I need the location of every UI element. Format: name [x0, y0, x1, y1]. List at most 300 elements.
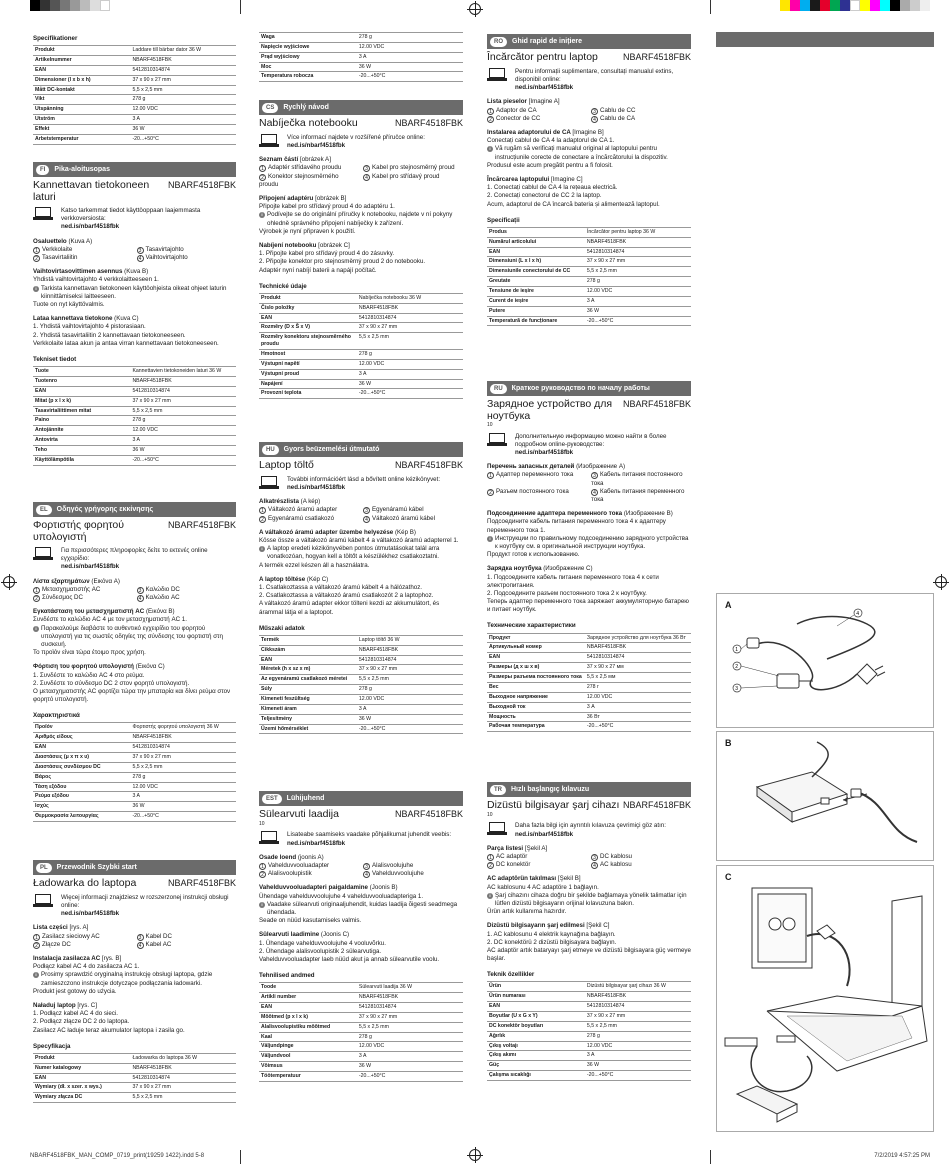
section-sv-spec: [33, 35, 236, 145]
spec-label: Βάρος: [33, 772, 130, 782]
callout-2: 2: [735, 664, 738, 670]
table-row: [33, 436, 236, 446]
spec-label: Paino: [33, 416, 130, 426]
spec-label: EAN: [487, 653, 585, 663]
status-text: Verkkolaite lataa akun ja antaa virran kannettavaan tietokoneeseen.: [33, 339, 219, 347]
step-2: 2. Připojte konektor pro stejnosměrný proud 2 do notebooku.: [259, 258, 426, 266]
part-name: Váltakozó áramú kábel: [372, 514, 435, 522]
spec-value: 278 g: [357, 350, 463, 360]
spec-label: Διαστάσεις συνδέσμου DC: [33, 762, 130, 772]
spec-value: 37 x 90 x 27 мм: [585, 663, 691, 673]
spec-label: Toode: [259, 983, 357, 993]
spec-value: 37 x 90 x 27 mm: [130, 1083, 236, 1093]
manual-link[interactable]: ned.is/nbarf4518fbk: [287, 839, 346, 847]
spec-value: 5,5 x 2,5 мм: [585, 673, 691, 683]
part-name: Egyenáramú csatlakozó: [268, 514, 335, 522]
online-manual-info: [259, 134, 463, 150]
install-heading: [33, 955, 236, 963]
table-row: [487, 247, 691, 257]
spec-value: NBARF4518FBK: [585, 992, 691, 1002]
figure-reference: (Kép B): [394, 528, 416, 536]
spec-label: Mått DC-kontakt: [33, 85, 130, 95]
table-row: [33, 115, 236, 125]
table-row: [33, 812, 236, 822]
figure-reference: [obrázek B]: [315, 195, 347, 202]
laptop-icon: [487, 822, 507, 836]
figure-reference: (Изображение B): [623, 510, 673, 518]
spec-value: 37 x 90 x 27 mm: [357, 665, 463, 675]
part-name: Vahelduvvoolujuhe: [372, 870, 424, 878]
figure-reference: [obrázek A]: [299, 156, 331, 164]
spec-value: NBARF4518FBK: [357, 303, 463, 313]
parts-heading-text: Λίστα εξαρτημάτων: [33, 577, 90, 585]
info-text-block: [287, 476, 463, 492]
spec-label: Çıkış akımı: [487, 1051, 585, 1061]
spec-value: 5412810314874: [585, 653, 691, 663]
spec-label: EAN: [33, 1073, 130, 1083]
section-header-bar: [33, 860, 236, 875]
table-row: [259, 1022, 463, 1032]
step-heading-text: Зарядка ноутбука: [487, 565, 542, 573]
part-name: Разъем постоянного тока: [496, 487, 569, 495]
spec-label: Artikelnummer: [33, 56, 130, 66]
page-number: 10: [487, 811, 493, 818]
install-heading: [487, 129, 691, 137]
part-name: Kabel AC: [145, 940, 172, 948]
spec-value: 3 A: [130, 115, 236, 125]
spec-value: 12.00 VDC: [585, 692, 691, 702]
item-number: 4: [591, 116, 598, 123]
spec-value: 36 W: [357, 1062, 463, 1072]
list-item: [363, 862, 463, 870]
item-number: 3: [363, 165, 370, 172]
spec-value: 37 x 90 x 27 mm: [585, 257, 691, 267]
spec-value: 37 x 90 x 27 mm: [130, 753, 236, 763]
section-pl: [33, 860, 236, 1103]
online-manual-info: [487, 68, 691, 93]
info-text-block: [515, 822, 691, 838]
section-header-bar: [259, 100, 463, 115]
figure-reference: (Kuva A): [68, 237, 93, 245]
figure-reference: [rys. A]: [69, 924, 89, 932]
step-2: 2. Conectați conectorul de CC 2 la laptop.: [487, 192, 602, 200]
table-row: [33, 406, 236, 416]
spec-label: Võimsus: [259, 1062, 357, 1072]
info-note: i Vă rugăm să verificați manualul original al laptopului pentru instrucțiunile corecte de conectare a încărcătorului la dispozitiv.: [487, 145, 691, 161]
spec-value: 37 x 90 x 27 mm: [130, 396, 236, 406]
spec-label: Rozměry (D x Š x V): [259, 323, 357, 333]
item-number: 2: [487, 116, 494, 123]
table-row: [33, 386, 236, 396]
item-number: 1: [259, 165, 266, 172]
spec-label: Waga: [259, 33, 357, 43]
list-item: [591, 853, 691, 861]
parts-list: [487, 107, 691, 123]
step-heading-text: Εγκατάσταση του μετασχηματιστή AC: [33, 608, 145, 616]
registration-mark: [935, 576, 947, 588]
spec-label: Ισχύς: [33, 802, 130, 812]
table-row: [487, 643, 691, 653]
parts-list: [487, 471, 691, 504]
info-note: i Vaadake sülearvuti originaaljuhendit, kuidas laadija õigesti seadmega ühendada.: [259, 901, 463, 917]
spec-value: Ładowarka do laptopa 36 W: [130, 1053, 236, 1063]
step-heading-text: A váltakozó áramú adapter üzembe helyezése: [259, 528, 394, 536]
spec-label: Ağırlık: [487, 1031, 585, 1041]
spec-label: Вес: [487, 682, 585, 692]
status-text: Acum, adaptorul de CA încarcă bateria și alimentează laptopul.: [487, 200, 660, 208]
part-name: Vaihtovirtajohto: [145, 254, 188, 262]
parts-heading: [33, 578, 236, 586]
figure-reference: (Joonis C): [320, 931, 350, 939]
spec-label: EAN: [487, 247, 585, 257]
spec-value: 3 A: [130, 792, 236, 802]
table-row: [487, 673, 691, 683]
model-number: NBARF4518FBK: [167, 180, 236, 190]
list-item: [591, 488, 691, 504]
status-text: Seade on nüüd kasutamiseks valmis.: [259, 917, 362, 925]
spec-label: Διαστάσεις (μ x π x υ): [33, 753, 130, 763]
list-item: [33, 594, 133, 602]
table-row: [33, 743, 236, 753]
info-text: Για περισσότερες πληροφορίες δείτε το εκτενές online εγχειρίδιο:: [61, 547, 208, 563]
callout-4: 4: [856, 611, 859, 617]
item-number: 1: [487, 108, 494, 115]
manual-link[interactable]: ned.is/nbarf4518fbk: [287, 142, 346, 150]
product-title: Nabíječka notebooku: [259, 117, 358, 129]
table-row: [487, 1071, 691, 1081]
figure-reference: [Imagine A]: [528, 98, 560, 106]
list-item: [33, 933, 133, 941]
table-row: [33, 75, 236, 85]
spec-label: Antojännite: [33, 426, 130, 436]
table-row: [487, 227, 691, 237]
spec-label: EAN: [259, 655, 357, 665]
info-note: i Prosimy sprawdzić oryginalną instrukcję obsługi laptopa, gdzie zamieszczono instrukcje dotyczące podłączania ładowarki.: [33, 971, 236, 987]
spec-label: Wymiary (dł. x szer. x wys.): [33, 1083, 130, 1093]
table-row: [33, 1073, 236, 1083]
list-item: [363, 173, 463, 189]
spec-value: 5,5 x 2,5 mm: [130, 762, 236, 772]
spec-label: Dimensioner (l x b x h): [33, 75, 130, 85]
spec-value: 278 г: [585, 682, 691, 692]
list-item: [487, 861, 587, 869]
table-row: [259, 52, 463, 62]
spec-value: 3 A: [585, 1051, 691, 1061]
online-manual-info: [33, 207, 236, 232]
laptop-icon: [33, 894, 53, 908]
step-2: 2. Yhdistä tasavirtaliitin 2 kannettavaan tietokoneeseen.: [33, 331, 186, 339]
manual-link[interactable]: ned.is/nbarf4518fbk: [515, 830, 574, 838]
product-title: Φορτιστής φορητού υπολογιστή: [33, 519, 125, 543]
table-row: [259, 1062, 463, 1072]
language-code-badge: TR: [490, 785, 506, 795]
section-el: [33, 502, 236, 822]
spec-value: 278 g: [130, 416, 236, 426]
figure-reference: (Kuva C): [114, 315, 139, 323]
spec-value: 5412810314874: [585, 1002, 691, 1012]
model-number: NBARF4518FBK: [167, 878, 236, 888]
step-1: 1. Připojte kabel pro střídavý proud 4 do zásuvky.: [259, 250, 395, 258]
step-heading-text: Vaihtovirtasovittimen asennus: [33, 268, 123, 276]
list-item: [363, 164, 463, 172]
crop-mark: [710, 1150, 711, 1164]
spec-label: Teljesítmény: [259, 714, 357, 724]
laptop-icon: [487, 433, 507, 447]
spec-heading: Teknik özellikler: [487, 971, 535, 979]
parts-heading: [259, 854, 463, 862]
spec-label: Dimensiunile conectorului de CC: [487, 267, 585, 277]
figure-reference: [Şekil A]: [524, 844, 548, 852]
spec-value: 5,5 x 2,5 mm: [357, 333, 463, 350]
section-header-title: Gyors beüzemelési útmutató: [283, 445, 380, 453]
figure-reference: (Kuva B): [124, 268, 149, 276]
manual-link[interactable]: ned.is/nbarf4518fbk: [287, 484, 346, 492]
manual-link[interactable]: ned.is/nbarf4518fbk: [61, 223, 120, 231]
table-row: [33, 56, 236, 66]
table-row: [487, 1021, 691, 1031]
item-number: 3: [591, 108, 598, 115]
table-row: [487, 1012, 691, 1022]
spec-table: [487, 227, 691, 327]
spec-label: Выходное напряжение: [487, 692, 585, 702]
item-number: 2: [487, 489, 494, 496]
parts-list: [33, 933, 236, 949]
spec-label: Αριθμός είδους: [33, 733, 130, 743]
laptop-icon: [259, 831, 279, 845]
part-name: Váltakozó áramú adapter: [268, 506, 338, 514]
instruction-text: Ühendage vahelduvvoolujuhe 4 vahelduvvooluadapteriga 1.: [259, 892, 424, 900]
item-number: 2: [259, 516, 266, 523]
spec-table: [33, 722, 236, 822]
table-row: [33, 792, 236, 802]
table-row: [259, 665, 463, 675]
info-text: Дополнительную информацию можно найти в более подробном online-руководстве:: [515, 432, 667, 448]
spec-label: Termék: [259, 635, 357, 645]
install-heading: [487, 875, 691, 883]
table-row: [259, 685, 463, 695]
install-heading: [33, 608, 236, 616]
item-number: 2: [259, 174, 266, 181]
info-text-block: [61, 547, 236, 572]
info-note: i Παρακαλούμε διαβάστε το αυθεντικό εγχειρίδιο του φορητού υπολογιστή για τις σωστές οδηγίες της σύνδεσης του φορτιστή στη συσκευή.: [33, 625, 236, 650]
spec-heading: Specyfikacja: [33, 1042, 71, 1050]
list-item: [33, 246, 133, 254]
table-row: [33, 1053, 236, 1063]
spec-value: Φορτιστής φορητού υπολογιστή 36 W: [130, 723, 236, 733]
table-row: [33, 753, 236, 763]
spec-value: 278 g: [585, 277, 691, 287]
spec-label: Tasavirtaliittimen mitat: [33, 406, 130, 416]
item-number: 2: [487, 862, 494, 869]
table-row: [33, 46, 236, 56]
table-row: [487, 722, 691, 732]
spec-label: Размеры разъема постоянного тока: [487, 673, 585, 683]
table-row: [487, 277, 691, 287]
page-number: 10: [259, 820, 265, 827]
figure-reference: (Εικόνα B): [145, 608, 175, 616]
section-header-title: Rychlý návod: [283, 103, 329, 111]
spec-label: Рабочая температура: [487, 722, 585, 732]
title-row: [487, 800, 691, 812]
spec-value: 3 A: [585, 296, 691, 306]
product-title: Зарядное устройство для ноутбука: [487, 398, 613, 422]
list-item: [259, 173, 359, 189]
spec-value: 3 A: [357, 704, 463, 714]
charge-heading: [487, 565, 691, 573]
spec-value: 37 x 90 x 27 mm: [130, 75, 236, 85]
title-row: [487, 52, 691, 64]
manual-link[interactable]: ned.is/nbarf4518fbk: [61, 910, 120, 918]
section-ru: [487, 381, 691, 732]
spec-label: Méretek (h x sz x m): [259, 665, 357, 675]
spec-label: Numărul articolului: [487, 237, 585, 247]
step-heading-text: Vahelduvvooluadapteri paigaldamine: [259, 884, 368, 892]
table-row: [259, 313, 463, 323]
table-row: [33, 802, 236, 812]
spec-value: 5412810314874: [357, 1003, 463, 1013]
table-row: [259, 303, 463, 313]
table-row: [259, 72, 463, 82]
charge-heading: [33, 663, 236, 671]
table-row: [259, 724, 463, 734]
spec-value: 278 g: [357, 1032, 463, 1042]
table-row: [33, 455, 236, 465]
model-number: NBARF4518FBK: [622, 399, 691, 409]
spec-label: Güç: [487, 1061, 585, 1071]
table-row: [487, 1041, 691, 1051]
spec-table: [33, 1053, 236, 1103]
spec-value: Nabíječka notebooku 36 W: [357, 293, 463, 303]
table-row: [33, 416, 236, 426]
spec-label: Napájení: [259, 379, 357, 389]
info-text-block: [287, 134, 463, 150]
part-name: Μετασχηματιστής AC: [42, 585, 101, 593]
install-heading: [33, 268, 236, 276]
part-name: Kabel pro stejnosměrný proud: [372, 164, 455, 172]
spec-label: EAN: [259, 1003, 357, 1013]
charge-heading: [33, 1002, 236, 1010]
spec-value: 36 W: [357, 714, 463, 724]
section-tr: [487, 782, 691, 1081]
manual-link[interactable]: ned.is/nbarf4518fbk: [515, 84, 574, 92]
info-text: Więcej informacji znajdziesz w rozszerzonej instrukcji obsługi online:: [61, 893, 229, 910]
spec-value: NBARF4518FBK: [130, 733, 236, 743]
parts-list: [33, 586, 236, 602]
status-text: Zasilacz AC ładuje teraz akumulator laptopa i zasila go.: [33, 1026, 185, 1034]
section-header-title: Hızlı başlangıç kılavuzu: [511, 785, 590, 793]
spec-value: 37 x 90 x 27 mm: [585, 1012, 691, 1022]
table-row: [259, 655, 463, 665]
list-item: [33, 586, 133, 594]
figure-reference: (Εικόνα C): [135, 663, 165, 671]
spec-value: 36 W: [130, 125, 236, 135]
spec-label: Moc: [259, 62, 357, 72]
spec-value: Зарядное устройство для ноутбука 36 Вт: [585, 633, 691, 643]
spec-heading: Technické údaje: [259, 282, 307, 290]
figure-c: [716, 865, 934, 1132]
model-number: NBARF4518FBK: [394, 460, 463, 470]
spec-label: Mitat (p x l x k): [33, 396, 130, 406]
table-row: [33, 125, 236, 135]
spec-value: 5,5 x 2,5 mm: [585, 267, 691, 277]
spec-value: 278 g: [130, 772, 236, 782]
table-row: [33, 723, 236, 733]
table-row: [487, 692, 691, 702]
spec-value: 12.00 VDC: [130, 426, 236, 436]
spec-label: Putere: [487, 306, 585, 316]
table-row: [259, 293, 463, 303]
step-1: 1. Подсоедините кабель питания переменного тока 4 к сети электропитания.: [487, 573, 659, 589]
table-row: [259, 333, 463, 350]
table-row: [33, 65, 236, 75]
spec-value: -20...+50°C: [585, 722, 691, 732]
spec-label: Ürün numarası: [487, 992, 585, 1002]
figure-b: [716, 731, 934, 861]
table-row: [487, 712, 691, 722]
item-number: 4: [137, 942, 144, 949]
instruction-text: Conectați cablul de CA 4 la adaptorul de CA 1.: [487, 137, 615, 145]
charge-heading: [259, 931, 463, 939]
spec-value: 5,5 x 2,5 mm: [130, 85, 236, 95]
part-name: Cablu de CC: [600, 106, 636, 114]
table-row: [487, 992, 691, 1002]
laptop-icon: [487, 68, 507, 82]
language-code-badge: RO: [490, 37, 507, 47]
section-fi: [33, 162, 236, 466]
laptop-icon: [33, 547, 53, 561]
instruction-text: Подсоедините кабель питания переменного тока 4 к адаптеру переменного тока 1.: [487, 518, 666, 534]
spec-label: Produs: [487, 227, 585, 237]
part-name: Alalisvoolupistik: [268, 870, 312, 878]
parts-list: [487, 853, 691, 869]
part-name: Vahelduvvooluadapter: [268, 862, 330, 870]
part-name: Кабель питания переменного тока: [591, 487, 685, 503]
spec-label: EAN: [487, 1002, 585, 1012]
instruction-text: Podłącz kabel AC 4 do zasilacza AC 1.: [33, 963, 140, 971]
crop-mark: [240, 1150, 241, 1164]
section-header-bar: [487, 34, 691, 49]
spec-value: 5412810314874: [357, 313, 463, 323]
table-row: [259, 675, 463, 685]
list-item: [259, 515, 359, 523]
online-manual-info: [33, 894, 236, 919]
online-manual-info: [487, 822, 691, 838]
step-heading-text: AC adaptörün takılması: [487, 875, 557, 883]
spec-heading: Технические характеристики: [487, 622, 576, 630]
manual-link[interactable]: ned.is/nbarf4518fbk: [515, 449, 574, 457]
figure-reference: [obrázek C]: [318, 241, 350, 249]
table-row: [487, 237, 691, 247]
part-name: Καλώδιο DC: [145, 585, 180, 593]
title-row: [487, 399, 691, 422]
color-bar-right: [780, 0, 930, 11]
manual-link[interactable]: ned.is/nbarf4518fbk: [61, 563, 120, 571]
spec-value: 36 W: [130, 802, 236, 812]
spec-value: NBARF4518FBK: [585, 643, 691, 653]
part-name: Кабель питания постоянного тока: [591, 471, 683, 487]
part-name: Egyenáramú kábel: [372, 506, 424, 514]
list-item: [363, 515, 463, 523]
table-row: [487, 316, 691, 326]
table-row: [487, 1061, 691, 1071]
spec-value: NBARF4518FBK: [585, 237, 691, 247]
spec-label: Provozní teplota: [259, 389, 357, 399]
status-text: A termék ezzel készen áll a használatra.: [259, 561, 370, 569]
column-2: [259, 32, 463, 1080]
spec-value: 5,5 x 2,5 mm: [357, 1022, 463, 1032]
step-1: 1. Conectați cablul de CA 4 la rețeaua electrică.: [487, 184, 618, 192]
part-name: Adaptor de CA: [496, 106, 537, 114]
